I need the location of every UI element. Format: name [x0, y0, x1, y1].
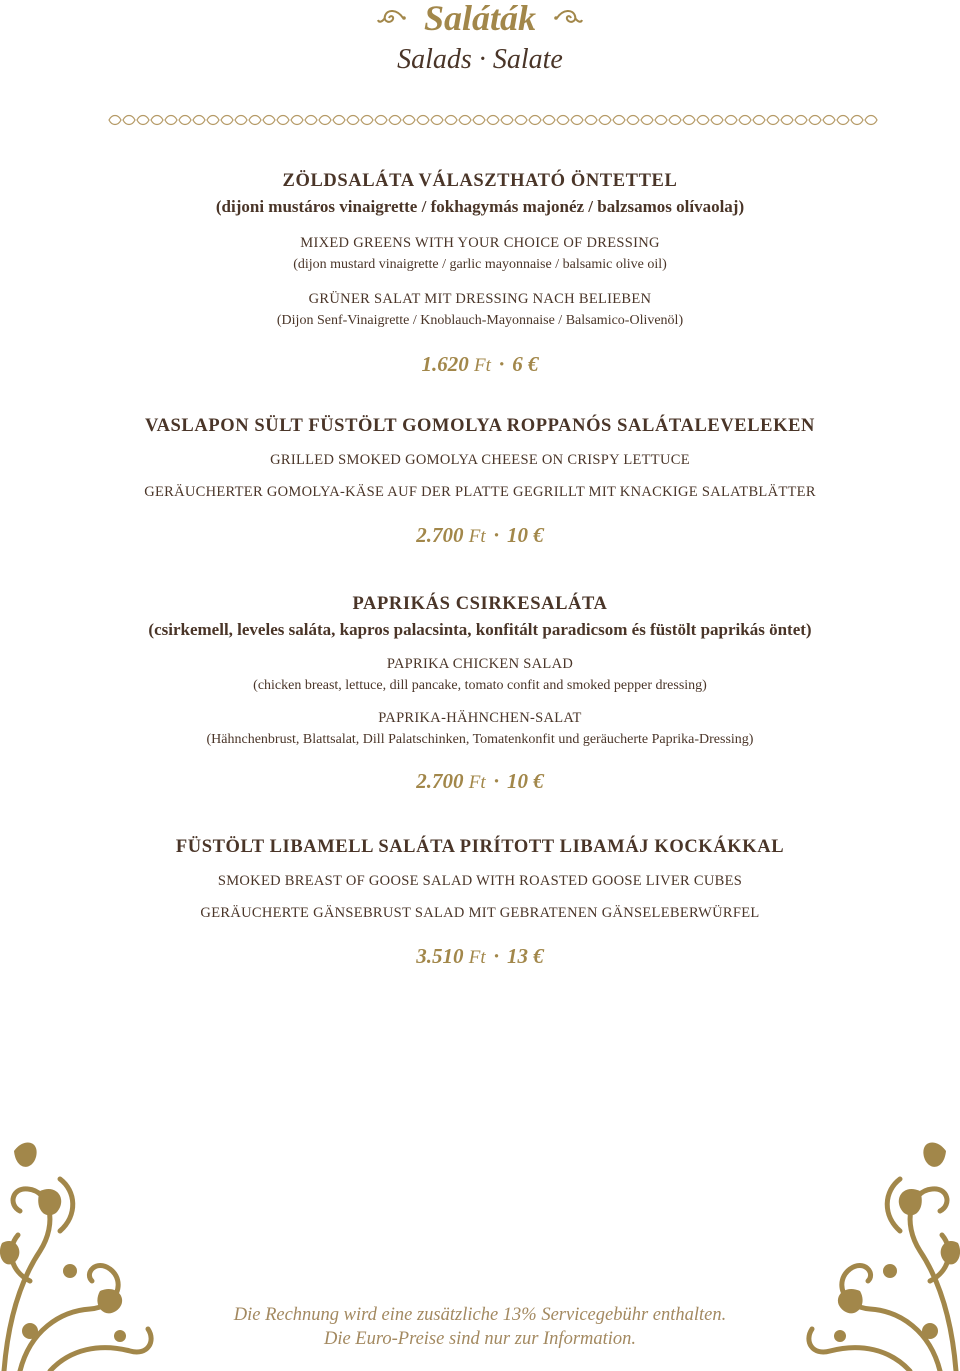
item-desc-hu: (dijoni mustáros vinaigrette / fokhagymás majonéz / balzsamos olívaolaj): [215, 197, 745, 216]
item-name-en: PAPRIKA CHICKEN SALAD: [386, 656, 574, 672]
item-name-hu: PAPRIKÁS CSIRKESALÁTA: [352, 594, 608, 614]
price-huf-unit: Ft: [474, 355, 491, 376]
price-eur: 13 €: [506, 944, 544, 968]
footer-line-2: Die Euro-Preise sind nur zur Information.: [323, 1329, 637, 1349]
item-price: 2.700 Ft · 10 €: [416, 523, 544, 547]
menu-item-libamell: [0, 836, 960, 970]
price-eur: 10 €: [506, 523, 544, 547]
price-huf-unit: Ft: [468, 526, 486, 547]
item-desc-en: (chicken breast, lettuce, dill pancake, tomato confit and smoked pepper dressing): [253, 678, 707, 693]
page-title: Saláták: [423, 0, 537, 38]
price-huf: 2.700: [416, 523, 464, 547]
title-row: [0, 0, 960, 38]
item-name-hu: VASLAPON SÜLT FÜSTÖLT GOMOLYA ROPPANÓS SALÁTALEVELEKEN: [145, 416, 815, 436]
item-name-de: PAPRIKA-HÄHNCHEN-SALAT: [378, 710, 582, 726]
item-name-en: MIXED GREENS WITH YOUR CHOICE OF DRESSING: [300, 235, 660, 251]
item-price: 3.510 Ft · 13 €: [416, 944, 544, 968]
item-name-hu: FÜSTÖLT LIBAMELL SALÁTA PIRÍTOTT LIBAMÁJ KOCKÁKKAL: [175, 837, 785, 857]
item-desc-de: (Hähnchenbrust, Blattsalat, Dill Palatschinken, Tomatenkonfit und geräucherte Paprika-Dressing): [206, 732, 754, 747]
price-huf-unit: Ft: [468, 947, 486, 968]
menu-header: [0, 0, 960, 140]
item-price: 2.700 Ft · 10 €: [416, 769, 544, 793]
page-subtitle: Salads · Salate: [397, 44, 563, 75]
price-huf-unit: Ft: [468, 772, 486, 793]
menu-item-gomolya: [0, 415, 960, 549]
item-name-en: SMOKED BREAST OF GOOSE SALAD WITH ROASTED GOOSE LIVER CUBES: [217, 873, 743, 889]
item-price: 1.620 Ft · 6 €: [421, 352, 539, 376]
fleuron-icon: [553, 7, 583, 29]
item-name-en: GRILLED SMOKED GOMOLYA CHEESE ON CRISPY LETTUCE: [270, 452, 690, 468]
item-desc-de: (Dijon Senf-Vinaigrette / Knoblauch-Mayonnaise / Balsamico-Olivenöl): [276, 313, 684, 328]
menu-item-zoldsalata: [0, 170, 960, 378]
price-huf: 2.700: [416, 769, 464, 793]
chain-divider: [108, 113, 878, 127]
item-name-hu: ZÖLDSALÁTA VÁLASZTHATÓ ÖNTETTEL: [282, 171, 678, 191]
footer-line-1: Die Rechnung wird eine zusätzliche 13% Servicegebühr enthalten.: [233, 1305, 727, 1325]
price-eur: 10 €: [506, 769, 544, 793]
price-huf: 1.620: [421, 352, 469, 376]
fleuron-icon: [377, 7, 407, 29]
item-name-de: GRÜNER SALAT MIT DRESSING NACH BELIEBEN: [308, 291, 652, 307]
price-huf: 3.510: [416, 944, 464, 968]
price-eur: 6 €: [512, 352, 539, 376]
service-charge-note: [0, 1303, 960, 1351]
item-name-de: GERÄUCHERTER GOMOLYA-KÄSE AUF DER PLATTE GEGRILLT MIT KNACKIGE SALATBLÄTTER: [144, 484, 816, 500]
menu-item-paprikas-csirke: [0, 593, 960, 795]
item-name-de: GERÄUCHERTE GÄNSEBRUST SALAD MIT GEBRATENEN GÄNSELEBERWÜRFEL: [200, 905, 760, 921]
item-desc-en: (dijon mustard vinaigrette / garlic mayonnaise / balsamic olive oil): [293, 257, 667, 272]
item-desc-hu: (csirkemell, leveles saláta, kapros palacsinta, konfitált paradicsom és füstölt paprikás öntet): [148, 620, 812, 639]
